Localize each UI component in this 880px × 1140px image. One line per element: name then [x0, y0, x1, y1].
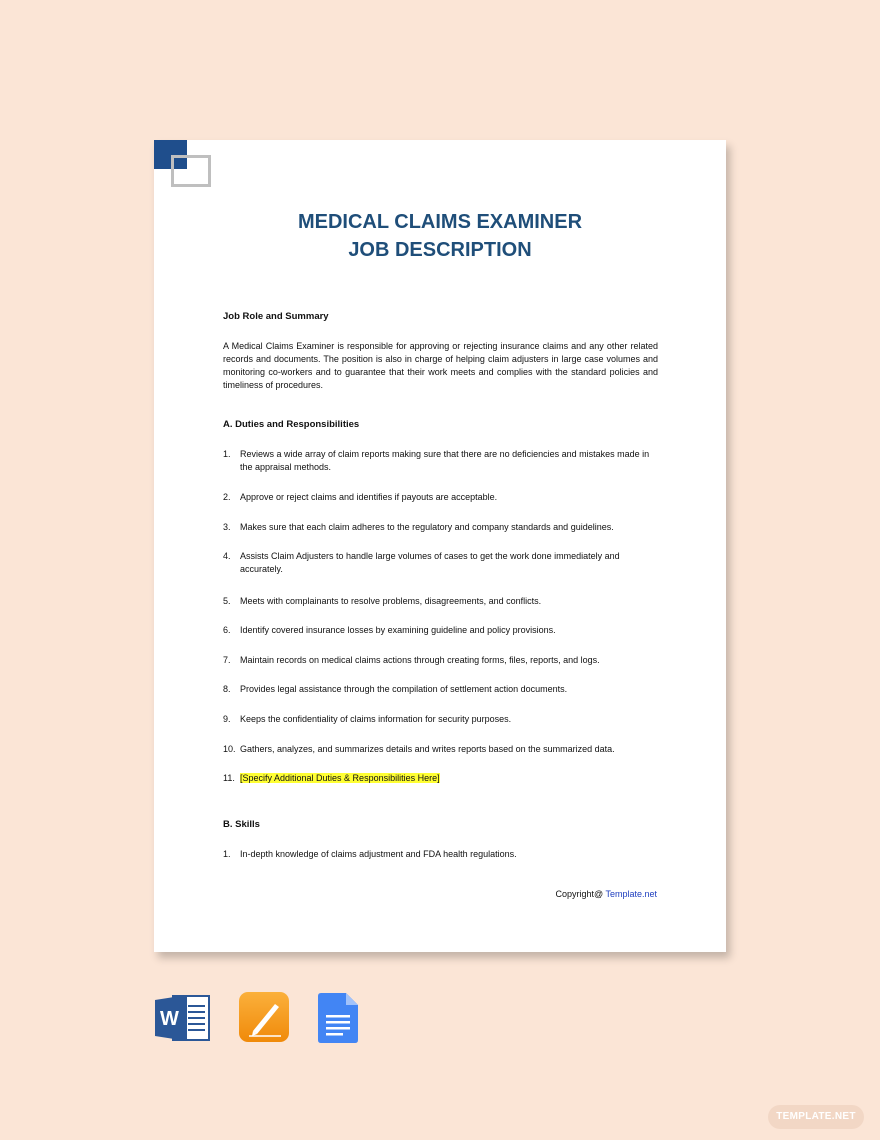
placeholder-highlight[interactable]: [Specify Additional Duties & Responsibilities Here]: [240, 773, 440, 783]
watermark-badge: TEMPLATE.NET: [768, 1105, 864, 1129]
list-item: 2. Approve or reject claims and identifies if payouts are acceptable.: [223, 492, 498, 502]
copyright-brand-link[interactable]: Template.net: [605, 889, 657, 899]
copyright-label: Copyright@: [555, 889, 604, 899]
summary-paragraph: A Medical Claims Examiner is responsible for approving or rejecting insurance claims and any other related records and documents. The position is also in charge of helping claim adjusters in large case volumes and monitoring co-workers and to guarantee that their work meets and complies with the standard policies and timeliness of procedures.: [223, 341, 658, 390]
document-page: [154, 140, 726, 952]
duties-heading: A. Duties and Responsibilities: [223, 419, 360, 430]
google-docs-icon[interactable]: [318, 993, 360, 1045]
list-item: 5. Meets with complainants to resolve problems, disagreements, and conflicts.: [223, 596, 542, 606]
summary-heading: Job Role and Summary: [223, 311, 329, 322]
list-item: 3. Makes sure that each claim adheres to the regulatory and company standards and guidelines.: [223, 522, 614, 532]
duties-list: [223, 448, 658, 818]
word-icon[interactable]: [155, 993, 211, 1043]
skills-heading: B. Skills: [223, 819, 260, 830]
document-title: [154, 208, 726, 264]
list-item: 8. Provides legal assistance through the compilation of settlement action documents.: [223, 684, 568, 694]
list-item: 9. Keeps the confidentiality of claims information for security purposes.: [223, 714, 512, 724]
word-icon-letter: W: [160, 1008, 179, 1030]
list-item: 1. In-depth knowledge of claims adjustment and FDA health regulations.: [223, 849, 517, 859]
list-item: 4. Assists Claim Adjusters to handle large volumes of cases to get the work done immediately and accurately.: [223, 551, 620, 574]
document-body: [223, 310, 658, 861]
title-line-2: JOB DESCRIPTION: [348, 239, 532, 261]
skills-list: [223, 848, 658, 861]
copyright-notice: [555, 889, 657, 899]
list-item: 7. Maintain records on medical claims actions through creating forms, files, reports, and logs.: [223, 655, 600, 665]
list-item: 1. Reviews a wide array of claim reports making sure that there are no deficiencies and mistakes made in the appraisal methods.: [223, 449, 650, 472]
corner-decoration-outline: [171, 155, 211, 187]
list-item: 11. [Specify Additional Duties & Responsibilities Here]: [223, 773, 440, 783]
title-line-1: MEDICAL CLAIMS EXAMINER: [297, 211, 583, 233]
pages-icon[interactable]: [239, 992, 291, 1044]
list-item: 10. Gathers, analyzes, and summarizes details and writes reports based on the summarized data.: [223, 744, 615, 754]
list-item: 6. Identify covered insurance losses by examining guideline and policy provisions.: [223, 625, 556, 635]
